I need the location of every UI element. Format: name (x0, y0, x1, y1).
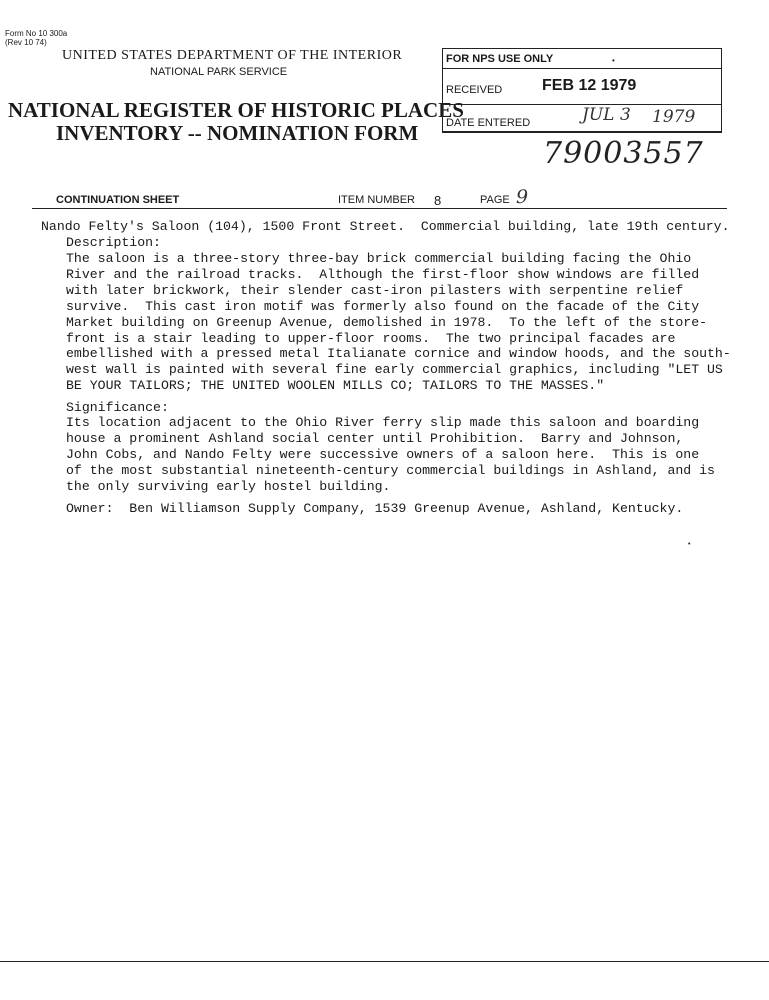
received-label: RECEIVED (446, 84, 503, 96)
nps-box-divider (442, 68, 722, 69)
description-paragraph (66, 251, 731, 394)
description-line: front is a stair leading to upper-floor rooms. The two principal facades are (66, 330, 676, 346)
nps-box-heading: FOR NPS USE ONLY (446, 53, 554, 65)
form-revision-line: (Rev 10 74) (5, 38, 47, 47)
owner-line: Owner: Ben Williamson Supply Company, 1539 Greenup Avenue, Ashland, Kentucky. (66, 501, 684, 516)
significance-paragraph (66, 415, 715, 495)
reference-number: 79003557 (543, 136, 704, 171)
date-entered-month: JUL (582, 105, 615, 125)
description-heading: Description: (66, 235, 161, 250)
continuation-sheet-label: CONTINUATION SHEET (56, 194, 180, 206)
received-stamp: FEB 12 1979 (542, 77, 637, 94)
page-label: PAGE (480, 194, 510, 206)
form-number (5, 29, 67, 47)
description-line: survive. This cast iron motif was formerly also found on the facade of the City (66, 298, 700, 314)
item-number-value: 8 (434, 193, 442, 208)
description-line: west wall is painted with several fine early commercial graphics, including "LET US (66, 362, 723, 378)
description-line: The saloon is a three-story three-bay brick commercial building facing the Ohio (66, 251, 692, 266)
date-entered-label: DATE ENTERED (446, 117, 531, 129)
significance-line: the only surviving early hostel building. (66, 478, 391, 494)
description-line: with later brickwork, their slender cast-iron pilasters with serpentine relief (66, 282, 684, 298)
significance-line: Its location adjacent to the Ohio River ferry slip made this saloon and boarding (66, 415, 700, 430)
description-line: River and the railroad tracks. Although the first-floor show windows are filled (66, 266, 700, 282)
item-number-label: ITEM NUMBER (338, 194, 415, 206)
header-divider (32, 208, 727, 209)
stray-mark: • (688, 541, 691, 548)
significance-line: of the most substantial nineteenth-century commercial buildings in Ashland, and is (66, 462, 715, 478)
date-entered-year: 1979 (652, 107, 696, 127)
department-name: UNITED STATES DEPARTMENT OF THE INTERIOR (62, 48, 403, 63)
significance-line: John Cobs, and Nando Felty were successive owners of a saloon here. This is one (66, 446, 700, 462)
form-number-line: Form No 10 300a (5, 29, 68, 38)
description-line: embellished with a pressed metal Italianate cornice and window hoods, and the south- (66, 346, 731, 362)
significance-line: house a prominent Ashland social center until Prohibition. Barry and Johnson, (66, 430, 684, 446)
page-bottom-rule (0, 961, 769, 962)
service-name: NATIONAL PARK SERVICE (150, 66, 288, 78)
mark-dot: • (612, 56, 615, 65)
page-value: 9 (516, 186, 529, 208)
date-entered-day: 3 (620, 105, 631, 125)
significance-heading: Significance: (66, 400, 169, 415)
entry-line: Nando Felty's Saloon (104), 1500 Front Street. Commercial building, late 19th century. (41, 219, 730, 234)
form-title-line1: NATIONAL REGISTER OF HISTORIC PLACES (8, 98, 464, 122)
description-line: Market building on Greenup Avenue, demolished in 1978. To the left of the store- (66, 314, 708, 330)
description-line: BE YOUR TAILORS; THE UNITED WOOLEN MILLS CO; TAILORS TO THE MASSES." (66, 378, 605, 394)
form-title-line2: INVENTORY -- NOMINATION FORM (56, 121, 419, 145)
